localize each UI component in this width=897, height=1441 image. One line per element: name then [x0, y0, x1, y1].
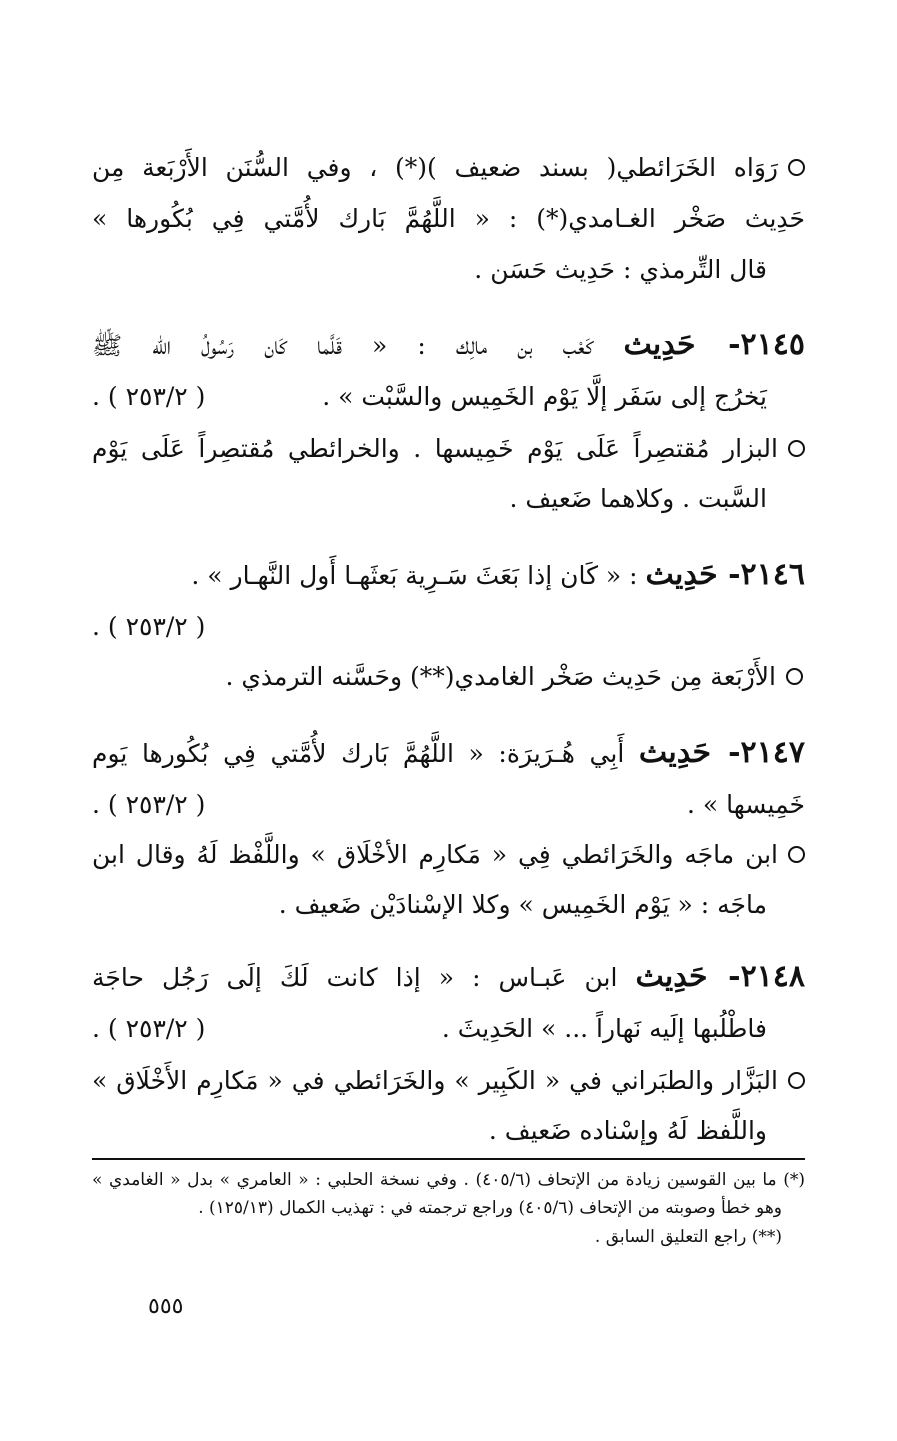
text-line: ماجَه : « يَوْم الخَمِيس » وكلا الإسْنادَيْن ضَعيف . [278, 890, 767, 919]
text-line: حَدِيث صَخْر الغـامدي(*) : « اللَّهُمَّ بَارك لأُمَّتي فِي بُكُورها » [92, 204, 805, 233]
circle-bullet-icon [788, 846, 805, 863]
text-line: يَخرُج إلى سَفَر إلَّا يَوْم الخَمِيس والسَّبْت » . ( ٢٥٣/٢ ) . [92, 382, 767, 411]
reference: ( ٢٥٣/٢ ) . [92, 790, 206, 819]
hadith-heading-2146: ٢١٤٦- حَدِيث : « كَان إذا بَعَثَ سَـرِية بَعثَهـا أَول النَّهـار » . [191, 557, 805, 592]
text-line: واللَّفظ لَهُ وإسْناده ضَعيف . [488, 1116, 767, 1145]
hadith-number: ٢١٤٨- حَدِيث [635, 959, 806, 994]
text-line: قال التِّرمذي : حَدِيث حَسَن . [474, 255, 767, 284]
text-line: ابن ماجَه والخَرَائطي فِي « مَكارِم الأخْلَاق » واللَّفْظ لَهُ وقال ابن [92, 842, 805, 867]
footnote-divider [92, 1158, 805, 1160]
text-line: رَوَاه الخَرَائطي( بسند ضعيف )(*) ، وفي السُّنَن الأَرْبَعة مِن [92, 155, 805, 180]
text-line: فاطْلُبها إلَيه نَهاراً ... » الحَدِيثَ . ( ٢٥٣/٢ ) . [92, 1014, 767, 1043]
hadith-heading-2147: ٢١٤٧- حَدِيث أَبِي هُـرَيرَة: « اللَّهُمَّ بَارك لأُمَّتي فِي بُكُورها يَوم [92, 735, 805, 770]
text-line: السَّبت . وكلاهما ضَعيف . [509, 484, 767, 513]
hadith-number: ٢١٤٦- حَدِيث [645, 557, 805, 592]
text-line: البزار مُقتصِراً عَلَى يَوْم خَمِيسها . والخرائطي مُقتصِراً عَلَى يَوْم [92, 436, 805, 461]
page-number: ٥٥٥ [148, 1294, 184, 1319]
circle-bullet-icon [788, 1072, 805, 1089]
text-line: الأَرْبَعة مِن حَدِيث صَخْر الغامدي(**) وحَسَّنه الترمذي . [92, 664, 803, 689]
hadith-number: ٢١٤٥- حَدِيث [623, 327, 805, 362]
circle-bullet-icon [788, 440, 805, 457]
hadith-heading-2148: ٢١٤٨- حَدِيث ابن عَبـاس : « إذا كانت لَكَ إلَى رَجُل حاجَة [92, 959, 806, 994]
circle-bullet-icon [788, 159, 805, 176]
hadith-heading-2145: ٢١٤٥- حَدِيث كَعْب بن مالِك : « قَلَّما كَان رَسُولُ الله ﷺ [92, 327, 805, 362]
reference: ( ٢٥٣/٢ ) . [92, 612, 206, 641]
circle-bullet-icon [786, 668, 803, 685]
text-line: خَمِيسها » . ( ٢٥٣/٢ ) . [92, 790, 805, 819]
reference: ( ٢٥٣/٢ ) . [92, 1014, 206, 1043]
hadith-number: ٢١٤٧- حَدِيث [638, 735, 805, 770]
footnote: (*) ما بين القوسين زيادة من الإتحاف (٤٠٥/٦) . وفي نسخة الحلبي : « العامري » بدل « الغامدي » [92, 1170, 805, 1190]
footnote: (**) راجع التعليق السابق . [594, 1227, 782, 1247]
text-line: البَزَّار والطبَراني في « الكَبِير » والخَرَائطي في « مَكارِم الأَخْلَاق » [92, 1068, 805, 1093]
reference: ( ٢٥٣/٢ ) . [92, 382, 206, 411]
footnote: وهو خطأ وصوبته من الإتحاف (٤٠٥/٦) وراجع ترجمته في : تهذيب الكمال (١٢٥/١٣) . [198, 1198, 782, 1218]
